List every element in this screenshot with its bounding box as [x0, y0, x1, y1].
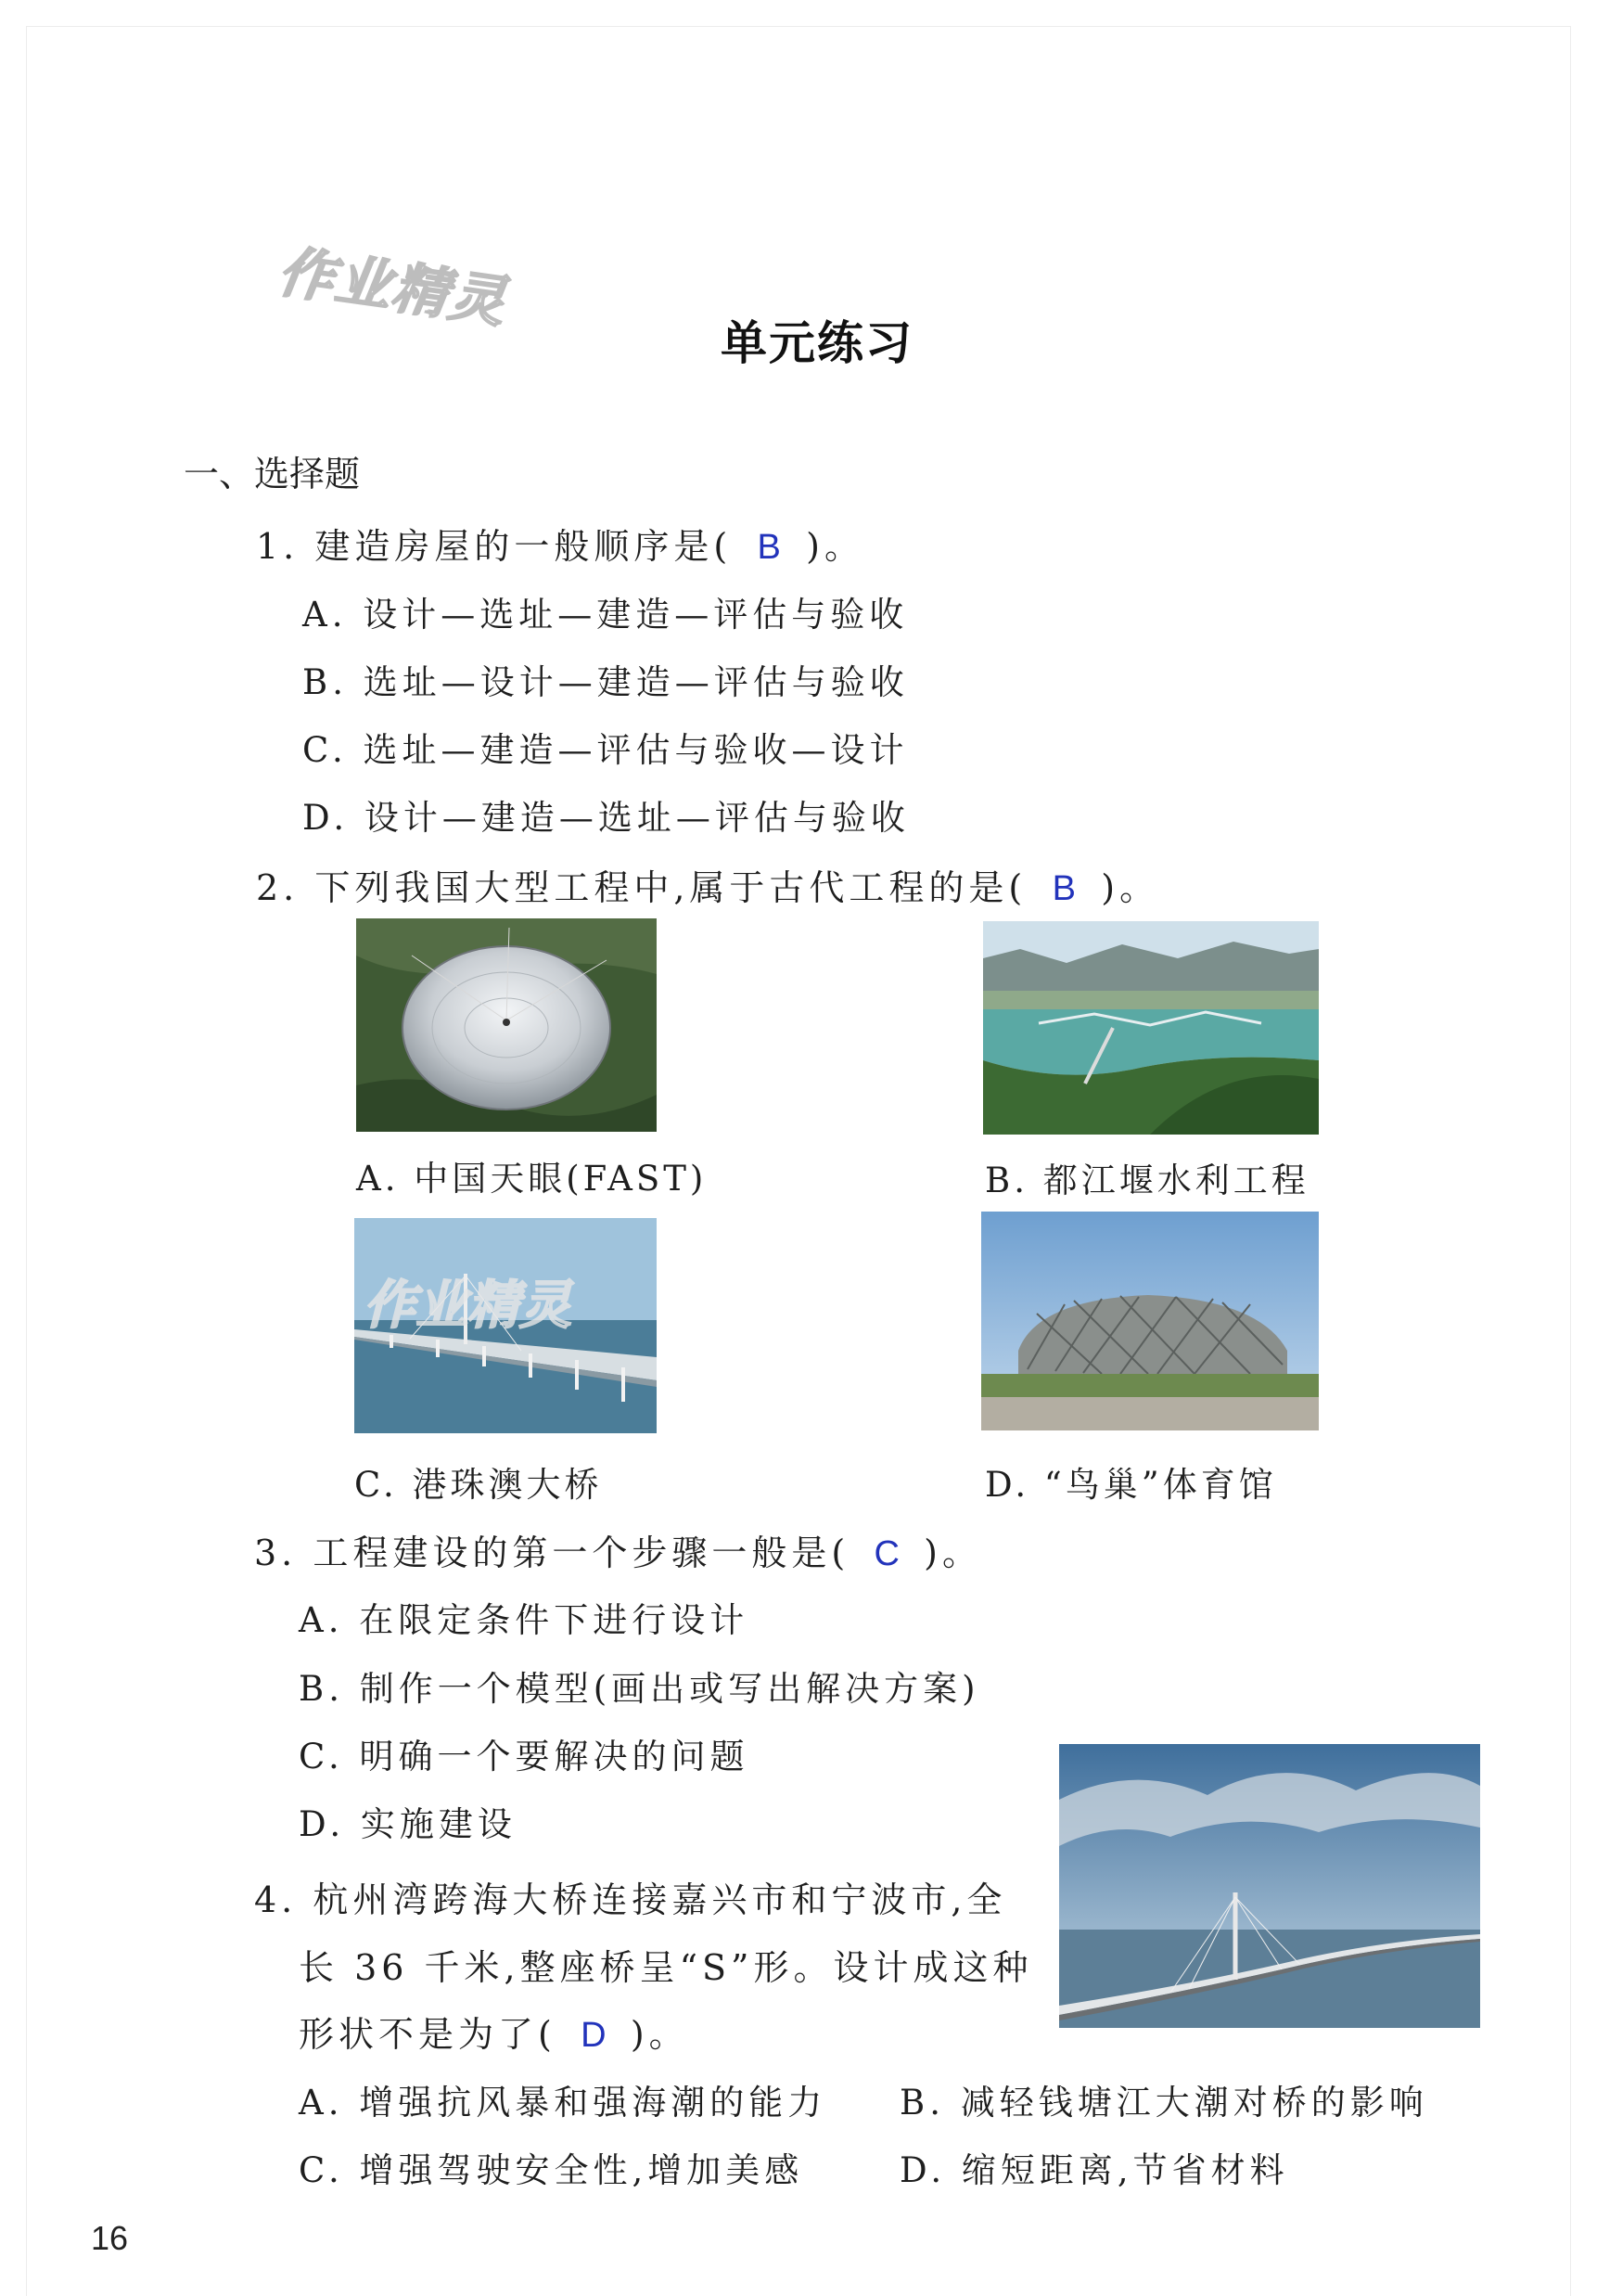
hzmb-bridge-photo: [354, 1218, 657, 1433]
dujiangyan-photo: [983, 921, 1319, 1135]
question-4-line-1: 4. 杭州湾跨海大桥连接嘉兴市和宁波市,全: [254, 1879, 1007, 1920]
caption-b: B. 都江堰水利工程: [985, 1161, 1310, 1200]
question-1-option-c: C. 选址—建造—评估与验收—设计: [302, 730, 909, 770]
section-heading: 一、选择题: [184, 454, 361, 494]
question-4-option-b: B. 减轻钱塘江大潮对桥的影响: [900, 2083, 1428, 2123]
caption-d: D. “鸟巢”体育馆: [985, 1465, 1277, 1505]
question-4-tail: )。: [630, 2014, 689, 2055]
question-2-stem: [256, 859, 1159, 910]
question-1-option-a: A. 设计—选址—建造—评估与验收: [302, 595, 909, 635]
question-4-text: 形状不是为了(: [299, 2014, 556, 2055]
birds-nest-stadium-photo: [981, 1212, 1319, 1430]
page-title: 单元练习: [721, 316, 913, 370]
question-4-answer: D: [581, 2016, 607, 2055]
question-4-line-3: [299, 2006, 689, 2057]
question-1-option-d: D. 设计—建造—选址—评估与验收: [302, 798, 910, 838]
question-2-text: 2. 下列我国大型工程中,属于古代工程的是(: [256, 867, 1028, 908]
question-3-option-a: A. 在限定条件下进行设计: [299, 1600, 749, 1640]
question-4-option-d: D. 缩短距离,节省材料: [900, 2150, 1289, 2190]
question-3-tail: )。: [924, 1533, 982, 1573]
question-1-option-b: B. 选址—设计—建造—评估与验收: [302, 662, 909, 702]
question-3-stem: [254, 1524, 982, 1575]
watermark: 作业精灵: [274, 239, 511, 336]
question-2-tail: )。: [1101, 867, 1160, 908]
question-4-option-a: A. 增强抗风暴和强海潮的能力: [299, 2083, 827, 2123]
question-1-text: 1. 建造房屋的一般顺序是(: [256, 526, 733, 567]
question-3-answer: C: [874, 1534, 900, 1573]
hangzhou-bay-bridge-photo: [1059, 1744, 1480, 2028]
fast-telescope-photo: [356, 918, 657, 1132]
question-1-stem: [256, 518, 864, 569]
caption-a: A. 中国天眼(FAST): [356, 1159, 708, 1199]
caption-c: C. 港珠澳大桥: [354, 1465, 603, 1505]
question-3-option-b: B. 制作一个模型(画出或写出解决方案): [299, 1669, 980, 1709]
question-1-tail: )。: [806, 526, 864, 567]
question-2-answer: B: [1052, 869, 1076, 908]
page-number: 16: [91, 2219, 129, 2257]
question-3-option-d: D. 实施建设: [299, 1804, 517, 1844]
question-4-option-c: C. 增强驾驶安全性,增加美感: [299, 2150, 804, 2190]
question-4-line-2: 长 36 千米,整座桥呈“S”形。设计成这种: [299, 1947, 1033, 1988]
photo-watermark: 作业精灵: [364, 1276, 571, 1336]
question-3-text: 3. 工程建设的第一个步骤一般是(: [254, 1533, 850, 1573]
question-3-option-c: C. 明确一个要解决的问题: [299, 1737, 749, 1777]
question-1-answer: B: [757, 528, 781, 567]
